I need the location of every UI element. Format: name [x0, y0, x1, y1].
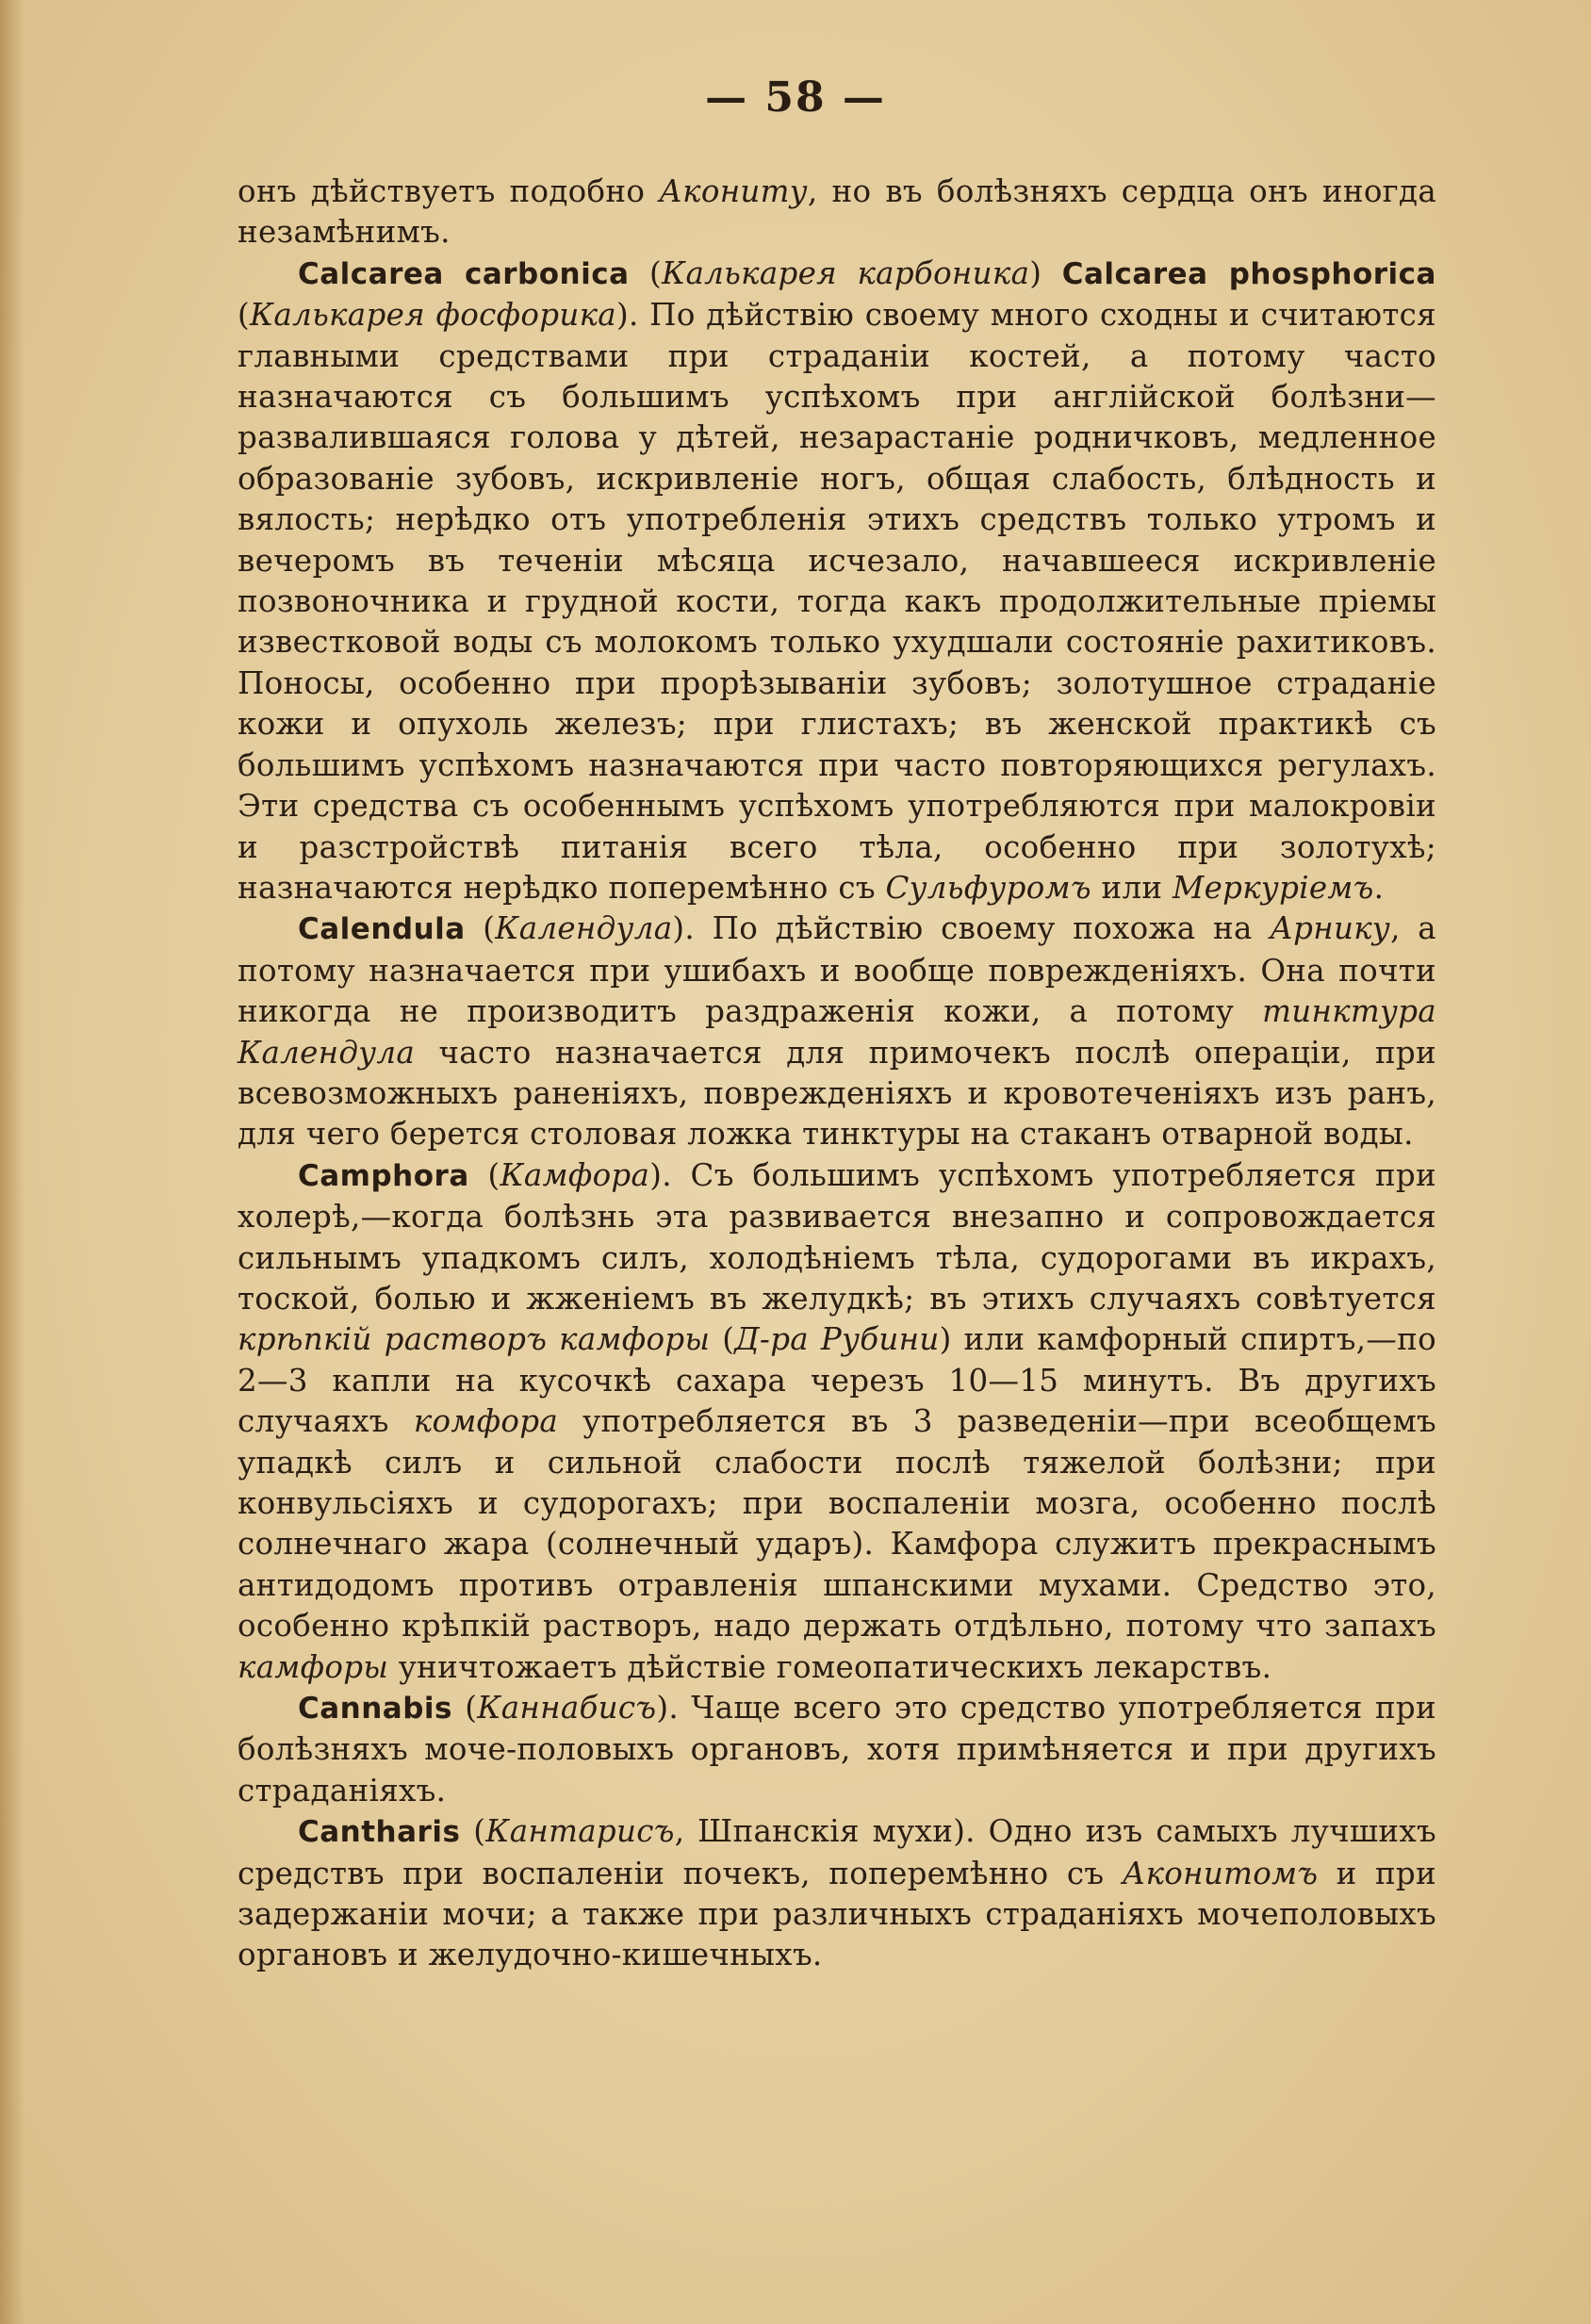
- page-number: — 58 —: [705, 74, 886, 122]
- body-text: [238, 172, 1436, 1976]
- text-run: и при задержаніи мочи; а также при различныхъ страданіяхъ мочеполовыхъ органовъ и желудочно-кишечныхъ.: [238, 1855, 1436, 1973]
- italic-text: камфоры: [238, 1648, 389, 1685]
- italic-text: Календула: [495, 910, 673, 947]
- italic-text: Калькарея фосфорика: [249, 297, 616, 334]
- text-run: ). Съ большимъ успѣхомъ употребляется при холерѣ,—когда болѣзнь эта развивается внезапно и сопровождается сильнымъ упадкомъ силъ, холодѣніемъ тѣла, судорогами въ икрахъ, тоской, болью и жженіемъ въ желудкѣ; въ этихъ случаяхъ совѣтуется: [238, 1156, 1436, 1317]
- italic-text: Арнику: [1270, 910, 1391, 947]
- italic-text: Калькарея карбоника: [662, 254, 1030, 291]
- italic-text: тинктура Календула: [238, 993, 1436, 1071]
- remedy-latin-name: Calcarea phosphorica: [1061, 256, 1436, 291]
- remedy-latin-name: Calcarea carbonica: [298, 256, 630, 291]
- remedy-entry: [238, 254, 1436, 909]
- text-run: часто назначается для примочекъ послѣ операціи, при всевозможныхъ раненіяхъ, поврежденіяхъ и кровотеченіяхъ изъ ранъ, для чего берется столовая ложка тинктуры на стаканъ отварной воды.: [238, 1034, 1436, 1153]
- remedy-latin-name: Cannabis: [298, 1692, 452, 1727]
- remedy-latin-name: Cantharis: [298, 1815, 461, 1850]
- text-run: , Шпанскія мухи). Одно изъ самыхъ лучшихъ средствъ при воспаленіи почекъ, поперемѣнно съ: [238, 1813, 1436, 1891]
- text-run: , а потому назначается при ушибахъ и вообще поврежденіяхъ. Она почти никогда не производитъ раздраженія кожи, а потому: [238, 910, 1436, 1030]
- italic-text: Меркуріемъ: [1173, 869, 1374, 906]
- text-run: , но въ болѣзняхъ сердца онъ иногда незамѣнимъ.: [238, 173, 1436, 251]
- remedy-entry: [238, 1811, 1436, 1976]
- remedy-entry: [238, 1688, 1436, 1811]
- text-run: .: [1373, 869, 1385, 906]
- text-run: (: [460, 1813, 486, 1850]
- continued-paragraph: [238, 172, 1436, 254]
- italic-text: Д-ра Рубини: [734, 1321, 940, 1358]
- italic-text: Сульфуромъ: [885, 869, 1091, 906]
- italic-text: Аконитомъ: [1122, 1855, 1319, 1891]
- italic-text: Каннабисъ: [477, 1690, 657, 1727]
- text-run: или: [1091, 869, 1173, 906]
- text-run: (: [710, 1321, 735, 1358]
- text-run: (: [465, 910, 496, 947]
- text-run: ). По дѣйствію своему похожа на: [672, 910, 1271, 947]
- italic-text: Кантарисъ: [485, 1813, 675, 1850]
- text-run: ). По дѣйствію своему много сходны и считаются главными средствами при страданіи костей, а потому часто назначаются съ большимъ успѣхомъ при англійской болѣзни—развалившаяся голова у дѣтей, незарастаніе родничковъ, медленное образованіе зубовъ, искривленіе ногъ, общая слабость, блѣдность и вялость; нерѣдко отъ употребленія этихъ средствъ только утромъ и вечеромъ въ теченіи мѣсяца исчезало, начавшееся искривленіе позвоночника и грудной кости, тогда какъ продолжительные пріемы известковой воды съ молокомъ только ухудшали состояніе рахитиковъ. Поносы, особенно при прорѣзываніи зубовъ; золотушное страданіе кожи и опухоль железъ; при глистахъ; въ женской практикѣ съ большимъ успѣхомъ назначаются при часто повторяющихся регулахъ. Эти средства съ особеннымъ успѣхомъ употребляются при малокровіи и разстройствѣ питанія всего тѣла, особенно при золотухѣ; назначаются нерѣдко поперемѣнно съ: [238, 297, 1436, 906]
- italic-text: комфора: [413, 1403, 559, 1440]
- italic-text: Камфора: [500, 1156, 650, 1193]
- text-run: ): [1029, 254, 1062, 291]
- text-run: уничтожаетъ дѣйствіе гомеопатическихъ лекарствъ.: [388, 1648, 1272, 1685]
- remedy-entry: [238, 1155, 1436, 1688]
- remedy-entry: [238, 908, 1436, 1154]
- italic-text: крѣпкій растворъ камфоры: [238, 1321, 711, 1358]
- text-run: (: [452, 1690, 478, 1727]
- text-run: онъ дѣйствуетъ подобно: [238, 173, 660, 209]
- italic-text: Акониту: [659, 173, 808, 209]
- text-run: употребляется въ 3 разведеніи—при всеобщемъ упадкѣ силъ и сильной слабости послѣ тяжелой болѣзни; при конвульсіяхъ и судорогахъ; при воспаленіи мозга, особенно послѣ солнечнаго жара (солнечный ударъ). Камфора служитъ прекраснымъ антидодомъ противъ отравленія шпанскими мухами. Средство это, особенно крѣпкій растворъ, надо держать отдѣльно, потому что запахъ: [238, 1403, 1436, 1645]
- text-run: (: [468, 1156, 500, 1193]
- remedy-latin-name: Camphora: [298, 1158, 469, 1193]
- text-run: (: [629, 254, 662, 291]
- text-run: (: [238, 297, 250, 334]
- remedy-latin-name: Calendula: [298, 912, 466, 947]
- text-run: ) или камфорный спиртъ,—по 2—3 капли на кусочкѣ сахара черезъ 10—15 минутъ. Въ другихъ случаяхъ: [238, 1321, 1436, 1440]
- page-edge-shadow: [0, 0, 25, 2324]
- text-run: ). Чаще всего это средство употребляется при болѣзняхъ моче-половыхъ органовъ, хотя примѣняется и при другихъ страданіяхъ.: [238, 1690, 1436, 1808]
